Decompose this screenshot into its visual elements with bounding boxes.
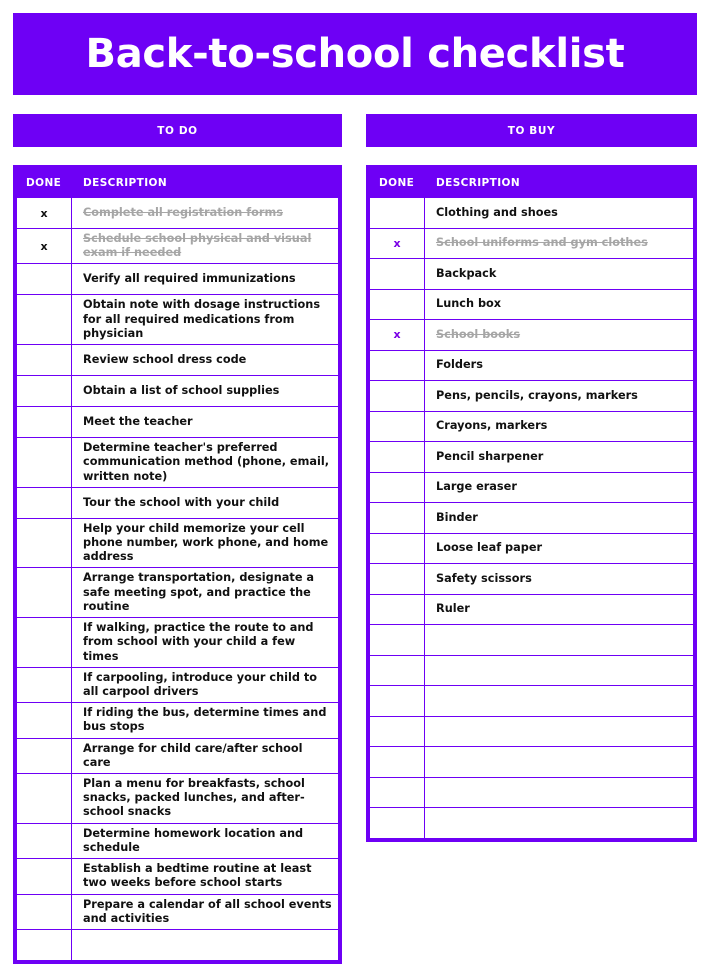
row-description[interactable]: If riding the bus, determine times and bus stops xyxy=(72,703,339,738)
column-header-description: DESCRIPTION xyxy=(72,169,339,198)
table-row[interactable] xyxy=(17,738,339,773)
row-done-checkbox[interactable] xyxy=(17,859,72,894)
row-description[interactable]: Backpack xyxy=(425,259,694,290)
row-done-checkbox[interactable] xyxy=(370,594,425,625)
table-row[interactable] xyxy=(17,930,339,961)
row-done-checkbox[interactable] xyxy=(370,777,425,808)
section-header-to-do-label: TO DO xyxy=(157,124,198,137)
row-description[interactable]: Determine teacher's preferred communication method (phone, email, written note) xyxy=(72,438,339,488)
table-header-row xyxy=(17,169,339,198)
table-row[interactable] xyxy=(370,808,694,839)
row-done-checkbox[interactable] xyxy=(17,345,72,376)
table-header-row xyxy=(370,169,694,198)
row-description[interactable] xyxy=(425,716,694,747)
table-row[interactable] xyxy=(370,228,694,259)
row-done-checkbox[interactable] xyxy=(370,350,425,381)
checklist-table-to-do xyxy=(13,165,342,964)
checklist-table-to-buy xyxy=(366,165,697,842)
table-row[interactable] xyxy=(17,518,339,568)
table-row[interactable] xyxy=(17,774,339,824)
row-description[interactable]: Obtain a list of school supplies xyxy=(72,376,339,407)
row-description[interactable]: Loose leaf paper xyxy=(425,533,694,564)
row-done-checkbox[interactable] xyxy=(370,442,425,473)
row-description[interactable]: Obtain note with dosage instructions for all required medications from physician xyxy=(72,295,339,345)
table-row[interactable] xyxy=(370,320,694,351)
row-done-checkbox[interactable] xyxy=(17,667,72,702)
row-description[interactable]: Complete all registration forms xyxy=(72,198,339,229)
row-description[interactable]: Pencil sharpener xyxy=(425,442,694,473)
row-description[interactable]: If walking, practice the route to and from school with your child a few times xyxy=(72,618,339,668)
row-description[interactable]: Binder xyxy=(425,503,694,534)
row-done-checkbox[interactable] xyxy=(370,289,425,320)
row-done-checkbox[interactable] xyxy=(370,655,425,686)
row-description[interactable]: Pens, pencils, crayons, markers xyxy=(425,381,694,412)
row-done-checkbox[interactable] xyxy=(370,411,425,442)
row-done-checkbox[interactable] xyxy=(17,738,72,773)
table-row[interactable] xyxy=(17,438,339,488)
table-row[interactable] xyxy=(370,594,694,625)
row-done-checkbox[interactable] xyxy=(370,686,425,717)
column-header-done: DONE xyxy=(17,169,72,198)
table-row[interactable] xyxy=(370,655,694,686)
row-done-checkbox[interactable] xyxy=(17,518,72,568)
column-header-description: DESCRIPTION xyxy=(425,169,694,198)
row-done-checkbox[interactable] xyxy=(370,503,425,534)
row-description[interactable]: Lunch box xyxy=(425,289,694,320)
row-done-checkbox[interactable]: x xyxy=(17,229,72,264)
table-row[interactable] xyxy=(17,264,339,295)
table-row[interactable] xyxy=(17,618,339,668)
row-description[interactable] xyxy=(425,625,694,656)
row-description[interactable]: Safety scissors xyxy=(425,564,694,595)
table-row[interactable] xyxy=(17,345,339,376)
section-header-to-buy-label: TO BUY xyxy=(507,124,556,137)
row-description[interactable]: Large eraser xyxy=(425,472,694,503)
row-done-checkbox[interactable] xyxy=(370,198,425,229)
table-row[interactable] xyxy=(17,894,339,929)
row-description[interactable]: Tour the school with your child xyxy=(72,487,339,518)
table-row[interactable] xyxy=(17,823,339,858)
row-description[interactable] xyxy=(425,686,694,717)
table-row[interactable] xyxy=(17,376,339,407)
row-description[interactable]: Verify all required immunizations xyxy=(72,264,339,295)
row-done-checkbox[interactable] xyxy=(17,894,72,929)
row-description[interactable]: Review school dress code xyxy=(72,345,339,376)
table-row[interactable] xyxy=(370,411,694,442)
table-row[interactable] xyxy=(17,703,339,738)
table-row[interactable] xyxy=(17,568,339,618)
row-description[interactable]: If carpooling, introduce your child to all carpool drivers xyxy=(72,667,339,702)
row-done-checkbox[interactable] xyxy=(370,381,425,412)
row-description[interactable]: Establish a bedtime routine at least two weeks before school starts xyxy=(72,859,339,894)
row-done-checkbox[interactable]: x xyxy=(370,228,425,259)
row-description[interactable] xyxy=(425,777,694,808)
row-done-checkbox[interactable] xyxy=(17,487,72,518)
row-done-checkbox[interactable]: x xyxy=(370,320,425,351)
table-row[interactable] xyxy=(17,487,339,518)
table-row[interactable] xyxy=(370,472,694,503)
row-done-checkbox[interactable] xyxy=(17,618,72,668)
table-row[interactable] xyxy=(370,442,694,473)
row-done-checkbox[interactable] xyxy=(17,568,72,618)
row-done-checkbox[interactable] xyxy=(17,930,72,961)
table-row[interactable] xyxy=(370,716,694,747)
row-description[interactable]: Crayons, markers xyxy=(425,411,694,442)
row-description[interactable]: Prepare a calendar of all school events and activities xyxy=(72,894,339,929)
row-description[interactable] xyxy=(425,655,694,686)
row-description[interactable]: School books xyxy=(425,320,694,351)
table-row[interactable] xyxy=(370,686,694,717)
table-row[interactable] xyxy=(17,229,339,264)
row-description[interactable]: Folders xyxy=(425,350,694,381)
table-row[interactable] xyxy=(17,859,339,894)
table-row[interactable] xyxy=(370,289,694,320)
table-row[interactable] xyxy=(17,295,339,345)
table-row[interactable] xyxy=(370,533,694,564)
table-row[interactable] xyxy=(370,564,694,595)
row-description[interactable] xyxy=(425,808,694,839)
row-done-checkbox[interactable] xyxy=(370,808,425,839)
row-done-checkbox[interactable]: x xyxy=(17,198,72,229)
row-done-checkbox[interactable] xyxy=(17,703,72,738)
table-body-to-buy xyxy=(370,198,694,839)
section-header-to-do xyxy=(13,114,342,147)
table-row[interactable] xyxy=(17,667,339,702)
row-done-checkbox[interactable] xyxy=(17,823,72,858)
table-row[interactable] xyxy=(370,198,694,229)
row-done-checkbox[interactable] xyxy=(370,747,425,778)
row-description[interactable]: Ruler xyxy=(425,594,694,625)
row-description[interactable]: Meet the teacher xyxy=(72,407,339,438)
table-row[interactable] xyxy=(370,747,694,778)
table-row[interactable] xyxy=(370,503,694,534)
table-row[interactable] xyxy=(370,777,694,808)
row-description[interactable]: Determine homework location and schedule xyxy=(72,823,339,858)
row-done-checkbox[interactable] xyxy=(17,774,72,824)
row-description[interactable] xyxy=(72,930,339,961)
page-title: Back-to-school checklist xyxy=(85,31,625,77)
row-description[interactable]: Plan a menu for breakfasts, school snacks, packed lunches, and after-school snacks xyxy=(72,774,339,824)
row-description[interactable]: Clothing and shoes xyxy=(425,198,694,229)
page-title-banner xyxy=(13,13,697,95)
row-done-checkbox[interactable] xyxy=(17,407,72,438)
table-row[interactable] xyxy=(370,350,694,381)
row-done-checkbox[interactable] xyxy=(17,264,72,295)
row-description[interactable]: School uniforms and gym clothes xyxy=(425,228,694,259)
column-header-done: DONE xyxy=(370,169,425,198)
row-done-checkbox[interactable] xyxy=(370,625,425,656)
row-description[interactable]: Arrange transportation, designate a safe meeting spot, and practice the routine xyxy=(72,568,339,618)
row-description[interactable] xyxy=(425,747,694,778)
row-done-checkbox[interactable] xyxy=(370,716,425,747)
row-description[interactable]: Schedule school physical and visual exam if needed xyxy=(72,229,339,264)
row-description[interactable]: Arrange for child care/after school care xyxy=(72,738,339,773)
table-row[interactable] xyxy=(370,625,694,656)
row-description[interactable]: Help your child memorize your cell phone number, work phone, and home address xyxy=(72,518,339,568)
row-done-checkbox[interactable] xyxy=(370,472,425,503)
row-done-checkbox[interactable] xyxy=(17,376,72,407)
table-row[interactable] xyxy=(370,381,694,412)
row-done-checkbox[interactable] xyxy=(17,295,72,345)
table-body-to-do xyxy=(17,198,339,961)
row-done-checkbox[interactable] xyxy=(17,438,72,488)
row-done-checkbox[interactable] xyxy=(370,564,425,595)
section-header-to-buy xyxy=(366,114,697,147)
table-row[interactable] xyxy=(370,259,694,290)
row-done-checkbox[interactable] xyxy=(370,259,425,290)
table-row[interactable] xyxy=(17,198,339,229)
row-done-checkbox[interactable] xyxy=(370,533,425,564)
table-row[interactable] xyxy=(17,407,339,438)
